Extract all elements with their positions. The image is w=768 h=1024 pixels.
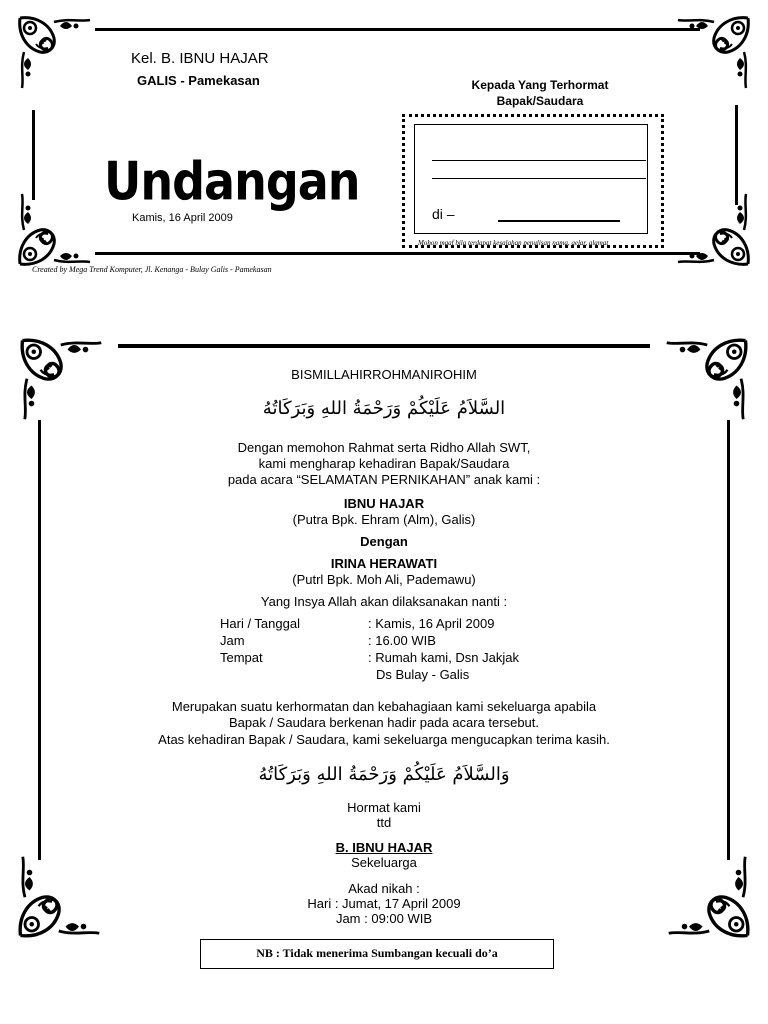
regards: Hormat kami <box>347 800 421 815</box>
recipient-sub: Bapak/Saudara <box>496 94 584 108</box>
signed: ttd <box>376 815 392 830</box>
basmala: BISMILLAHIRROHMANIROHIM <box>291 367 477 382</box>
address-line-3[interactable] <box>498 220 620 222</box>
detail-label: Jam <box>220 633 245 648</box>
frame-bottom-line <box>95 252 700 255</box>
family-name: Kel. B. IBNU HAJAR <box>131 50 269 67</box>
ornament-corner-icon <box>16 14 96 94</box>
place-line-2: Ds Bulay - Galis <box>376 667 470 682</box>
signatory: B. IBNU HAJAR <box>335 840 433 855</box>
address-line-1[interactable] <box>432 160 646 161</box>
page-title: Undangan <box>104 150 360 213</box>
family-address: GALIS - Pamekasan <box>137 73 260 88</box>
ornament-corner-icon <box>672 14 752 94</box>
detail-label: Hari / Tanggal <box>220 616 300 631</box>
nb-box: NB : Tidak menerima Sumbangan kecuali do’a <box>200 939 554 969</box>
frame-top-line <box>95 28 700 31</box>
akad-title: Akad nikah : <box>348 881 420 896</box>
frame-left-line <box>32 110 35 200</box>
frame-top-line <box>118 344 650 348</box>
apology-note: Mohon maaf bila terdapat kesalahan penulisan nama, gelar, alamat <box>418 239 609 247</box>
ornament-corner-icon <box>16 188 96 268</box>
intro-line-3: pada acara “SELAMATAN PERNIKAHAN” anak kami : <box>227 472 541 487</box>
closing-line-1: Merupakan suatu kerhormatan dan kebahagiaan kami sekeluarga apabila <box>171 699 597 714</box>
intro-line-1: Dengan memohon Rahmat serta Ridho Allah SWT, <box>237 440 531 455</box>
akad-time: Jam : 09:00 WIB <box>335 911 433 926</box>
signatory-sub: Sekeluarga <box>351 855 417 870</box>
intro-line-2: kami mengharap kehadiran Bapak/Saudara <box>258 456 510 471</box>
bride-parent: (Putrl Bpk. Moh Ali, Pademawu) <box>292 572 476 587</box>
salam-open: السَّلاَمُ عَلَيْكُمْ وَرَحْمَةُ اللهِ وَبَرَكَاتُهُ <box>262 398 506 419</box>
groom-name: IBNU HAJAR <box>343 496 425 511</box>
salam-close: وَالسَّلاَمُ عَلَيْكُمْ وَرَحْمَةُ اللهِ وَبَرَكَاتُهُ <box>258 764 510 785</box>
detail-value: : Kamis, 16 April 2009 <box>368 616 495 631</box>
groom-parent: (Putra Bpk. Ehram (Alm), Galis) <box>292 512 476 527</box>
detail-value: : 16.00 WIB <box>368 633 436 648</box>
di-label: di – <box>432 206 455 222</box>
closing-line-3: Atas kehadiran Bapak / Saudara, kami sekeluarga mengucapkan terima kasih. <box>158 732 610 747</box>
schedule-intro: Yang Insya Allah akan dilaksanakan nanti : <box>260 594 508 609</box>
ornament-corner-icon <box>672 188 752 268</box>
bride-name: IRINA HERAWATI <box>330 556 438 571</box>
address-line-2[interactable] <box>432 178 646 179</box>
detail-value: : Rumah kami, Dsn Jakjak <box>368 650 519 665</box>
connector: Dengan <box>360 534 408 549</box>
closing-line-2: Bapak / Saudara berkenan hadir pada acara tersebut. <box>228 715 540 730</box>
recipient-heading: Kepada Yang Terhormat <box>471 78 609 92</box>
credit-text: Created by Mega Trend Komputer, Jl. Kenanga - Bulay Galis - Pamekasan <box>32 265 272 274</box>
envelope-date: Kamis, 16 April 2009 <box>132 212 233 224</box>
akad-day: Hari : Jumat, 17 April 2009 <box>307 896 461 911</box>
detail-label: Tempat <box>220 650 263 665</box>
